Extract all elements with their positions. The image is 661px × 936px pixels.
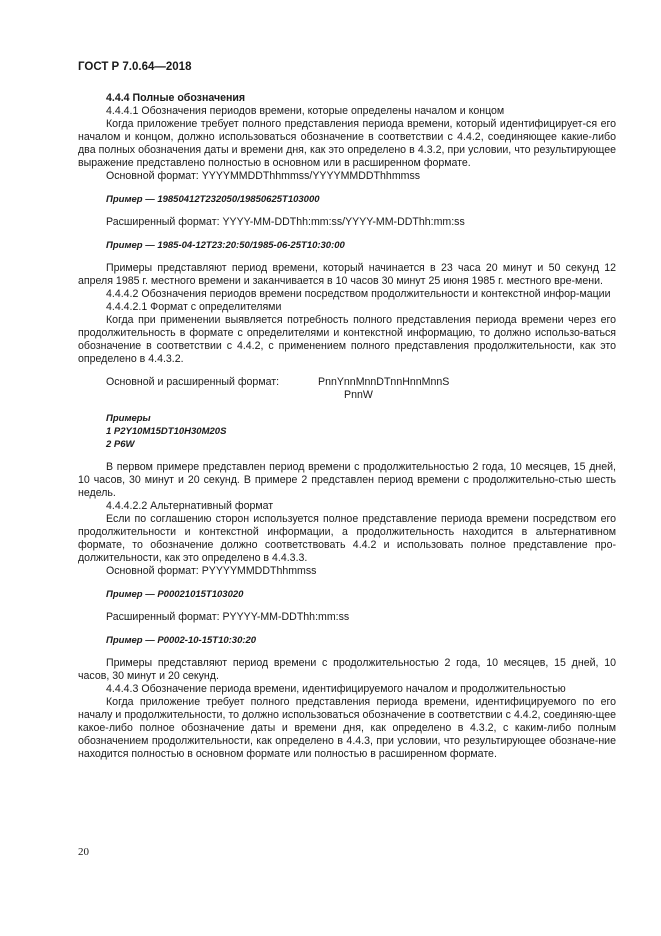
example-line: Пример — 19850412T232050/19850625T103000 bbox=[106, 194, 320, 205]
format-line: Расширенный формат: PYYYY-MM-DDThh:mm:ss bbox=[106, 611, 350, 623]
paragraph: В первом примере представлен период времени с продолжительностью 2 года, 10 месяцев, 15 дней, 10 часов, 30 минут и 20 секунд. В примере 2 представлен период времени с продолжительно-стью шесть недель. bbox=[78, 461, 616, 499]
example-line: Пример — P00021015T103020 bbox=[106, 589, 244, 600]
subsection-title: 4.4.4.3 Обозначение периода времени, идентифицируемого началом и продолжительностью bbox=[106, 683, 566, 695]
example-item: 1 P2Y10M15DT10H30M20S bbox=[106, 426, 227, 437]
example-line: Пример — 1985-04-12T23:20:50/1985-06-25T10:30:00 bbox=[106, 240, 345, 251]
paragraph: Если по соглашению сторон используется полное представление периода времени посредством его продолжительности и контекстной информации, а продолжительность находится в альтернативном формате, то обозначение должно соответствовать 4.4.2 и использовать полное представление про-должительности, как это определено в 4.4.3.3. bbox=[78, 513, 616, 564]
example-line: Пример — P0002-10-15T10:30:20 bbox=[106, 635, 257, 646]
document-header: ГОСТ Р 7.0.64—2018 bbox=[78, 61, 192, 73]
format-line: Основной формат: YYYYMMDDThhmmss/YYYYMMDDThhmmss bbox=[106, 170, 421, 182]
subsection-title: 4.4.4.1 Обозначения периодов времени, которые определены началом и концом bbox=[106, 105, 505, 117]
paragraph: Примеры представляют период времени с продолжительностью 2 года, 10 месяцев, 15 дней, 10 часов, 30 минут и 20 секунд. bbox=[78, 657, 616, 682]
subsection-title: 4.4.4.2.2 Альтернативный формат bbox=[106, 500, 274, 512]
paragraph: Когда приложение требует полного представления периода времени, который идентифицирует-ся его началом и концом, должно использоваться обозначение в соответствии с 4.4.2, соединяющее какие-либо два полных обозначения даты и времени дня, как это определено в 4.3.2, при условии, что результирующее выражение представлено полностью в основном или в расширенном формате. bbox=[78, 118, 616, 169]
paragraph: Когда приложение требует полного представления периода времени, идентифицируемого по его началу и продолжительности, то должно использоваться обозначение в соответствии с 4.4.2, соединяю-щее какое-либо полное обозначение даты и времени дня, как определено в 4.3.2, с каким-либо полным обозначением продолжительности, как определено в 4.4.3, при условии, что результирующее обозначе-ние находится полностью в основном формате или полностью в расширенном формате. bbox=[78, 696, 616, 760]
format-line: Расширенный формат: YYYY-MM-DDThh:mm:ss/YYYY-MM-DDThh:mm:ss bbox=[106, 216, 465, 228]
document-body bbox=[78, 92, 616, 761]
paragraph: Примеры представляют период времени, который начинается в 23 часа 20 минут и 50 секунд 12 апреля 1985 г. местного времени и заканчивается в 10 часов 30 минут 25 июня 1985 г. местного вре-мени. bbox=[78, 262, 616, 287]
subsection-title: 4.4.4.2 Обозначения периодов времени посредством продолжительности и контекстной инфор-мации bbox=[106, 288, 611, 300]
format-line: Основной формат: PYYYYMMDDThhmmss bbox=[106, 565, 317, 577]
format-row bbox=[78, 376, 616, 389]
format-label: Основной и расширенный формат: bbox=[106, 376, 280, 388]
example-item: 2 P6W bbox=[106, 439, 135, 450]
examples-title: Примеры bbox=[106, 413, 151, 424]
subsection-title: 4.4.4.2.1 Формат с определителями bbox=[106, 301, 282, 313]
page-number: 20 bbox=[78, 846, 89, 858]
format-value-alt: PnnW bbox=[344, 389, 373, 401]
paragraph: Когда при применении выявляется потребность полного представления периода времени через его продолжительность в формате с определителями и контекстной информацию, то должно использо-ваться обозначение в соответствии с 4.4.2, с применением полного представления продолжительности, как это определено в 4.4.3.2. bbox=[78, 314, 616, 365]
format-value: PnnYnnMnnDTnnHnnMnnS bbox=[318, 376, 450, 388]
section-heading: 4.4.4 Полные обозначения bbox=[106, 92, 246, 104]
